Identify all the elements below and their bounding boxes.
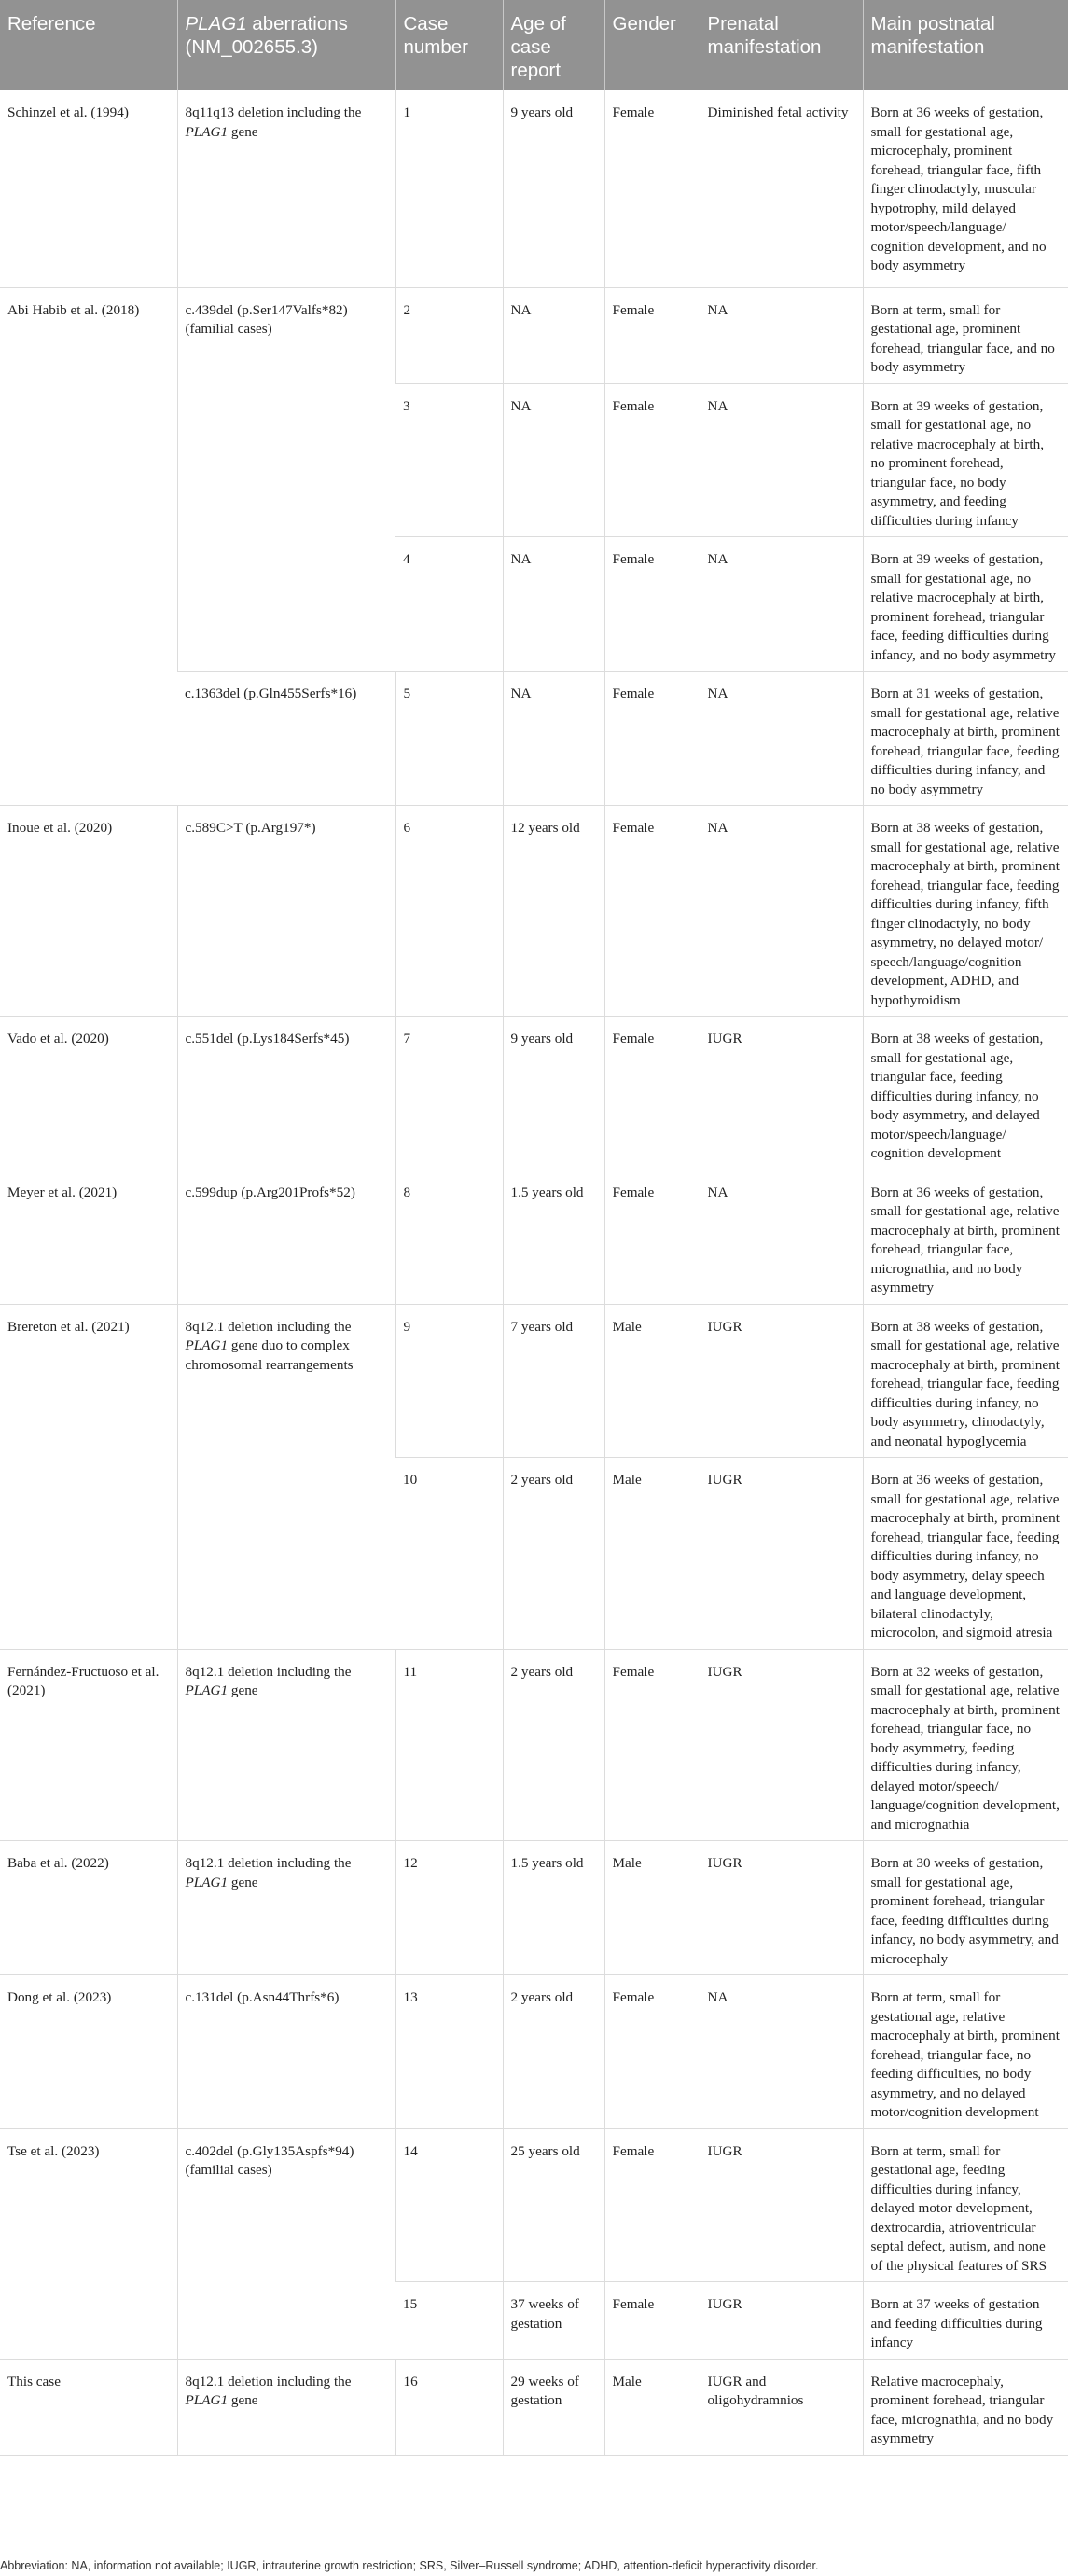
cell-case-number: 3	[395, 383, 503, 537]
header-postnatal: Main postnatal manifestation	[863, 0, 1068, 90]
cell-gender: Female	[604, 90, 700, 287]
cell-aberration: c.589C>T (p.Arg197*)	[177, 806, 395, 1017]
cell-prenatal: IUGR	[700, 2128, 863, 2282]
cell-reference: Inoue et al. (2020)	[0, 806, 177, 1017]
cell-case-number: 14	[395, 2128, 503, 2282]
header-case-number: Case number	[395, 0, 503, 90]
cell-prenatal: NA	[700, 537, 863, 672]
table-row	[0, 2359, 1068, 2455]
cell-postnatal: Born at 30 weeks of gestation, small for gestational age, prominent forehead, triangular face, feeding difficulties during infancy, no body asymmetry, and microcephaly	[863, 1841, 1068, 1975]
cell-prenatal: Diminished fetal activity	[700, 90, 863, 287]
cell-postnatal: Born at 37 weeks of gestation and feeding difficulties during infancy	[863, 2282, 1068, 2360]
cell-age: 1.5 years old	[503, 1170, 604, 1304]
cell-postnatal: Born at 39 weeks of gestation, small for gestational age, no relative macrocephaly at birth, no prominent forehead, triangular face, no body asymmetry, and feeding difficulties during infancy	[863, 383, 1068, 537]
cell-aberration: 8q12.1 deletion including the PLAG1 gene	[177, 1841, 395, 1975]
table-row	[0, 287, 1068, 383]
cell-case-number: 13	[395, 1975, 503, 2129]
gene-name: PLAG1	[185, 1337, 229, 1353]
cell-reference: Tse et al. (2023)	[0, 2128, 177, 2359]
cell-case-number: 6	[395, 806, 503, 1017]
cell-reference: Vado et al. (2020)	[0, 1017, 177, 1170]
table-row	[0, 1304, 1068, 1458]
cell-postnatal: Born at 32 weeks of gestation, small for gestational age, relative macrocephaly at birth, prominent forehead, triangular face, no body asymmetry, feeding difficulties during infancy, delayed motor/speech/ language/cognition development, and micrognathia	[863, 1649, 1068, 1841]
cell-case-number: 1	[395, 90, 503, 287]
cell-reference: This case	[0, 2359, 177, 2455]
cell-case-number: 16	[395, 2359, 503, 2455]
cell-postnatal: Born at term, small for gestational age, prominent forehead, triangular face, and no body asymmetry	[863, 287, 1068, 383]
cell-prenatal: IUGR	[700, 1017, 863, 1170]
cell-aberration: 8q11q13 deletion including the PLAG1 gene	[177, 90, 395, 287]
cell-prenatal: IUGR	[700, 1649, 863, 1841]
cell-aberration: c.439del (p.Ser147Valfs*82) (familial cases)	[177, 287, 395, 672]
cell-gender: Female	[604, 537, 700, 672]
cell-prenatal: NA	[700, 1170, 863, 1304]
cell-gender: Female	[604, 2282, 700, 2360]
cell-aberration: 8q12.1 deletion including the PLAG1 gene duo to complex chromosomal rearrangements	[177, 1304, 395, 1649]
cell-age: 9 years old	[503, 90, 604, 287]
cell-postnatal: Relative macrocephaly, prominent forehead, triangular face, micrognathia, and no body asymmetry	[863, 2359, 1068, 2455]
cell-case-number: 5	[395, 672, 503, 806]
cell-reference: Fernández-Fructuoso et al. (2021)	[0, 1649, 177, 1841]
cell-prenatal: IUGR and oligohydramnios	[700, 2359, 863, 2455]
cell-aberration: 8q12.1 deletion including the PLAG1 gene	[177, 1649, 395, 1841]
table-row	[0, 2128, 1068, 2282]
cell-gender: Female	[604, 383, 700, 537]
cell-postnatal: Born at term, small for gestational age, feeding difficulties during infancy, delayed motor development, dextrocardia, atrioventricular septal defect, autism, and none of the physical features of SRS	[863, 2128, 1068, 2282]
cell-age: 25 years old	[503, 2128, 604, 2282]
header-aberrations-ref: (NM_002655.3)	[185, 36, 318, 58]
cell-case-number: 8	[395, 1170, 503, 1304]
cell-aberration: c.599dup (p.Arg201Profs*52)	[177, 1170, 395, 1304]
cell-postnatal: Born at 38 weeks of gestation, small for gestational age, relative macrocephaly at birth, prominent forehead, triangular face, feeding difficulties during infancy, fifth finger clinodactyly, no body asymmetry, no delayed motor/ speech/language/cognition development, ADHD, and hypothyroidism	[863, 806, 1068, 1017]
cell-case-number: 7	[395, 1017, 503, 1170]
cell-reference: Abi Habib et al. (2018)	[0, 287, 177, 806]
gene-name: PLAG1	[185, 123, 229, 140]
cell-gender: Female	[604, 1975, 700, 2129]
cell-reference: Meyer et al. (2021)	[0, 1170, 177, 1304]
table-header-row	[0, 0, 1068, 90]
cell-prenatal: IUGR	[700, 1841, 863, 1975]
header-reference: Reference	[0, 0, 177, 90]
table-row	[0, 1649, 1068, 1841]
cell-prenatal: IUGR	[700, 1304, 863, 1458]
cell-reference: Schinzel et al. (1994)	[7, 104, 129, 120]
cell-gender: Female	[604, 2128, 700, 2282]
cell-prenatal: NA	[700, 383, 863, 537]
gene-name: PLAG1	[185, 2392, 229, 2408]
header-gender: Gender	[604, 0, 700, 90]
cell-gender: Male	[604, 1841, 700, 1975]
gene-name: PLAG1	[185, 1683, 229, 1698]
cell-age: 2 years old	[503, 1649, 604, 1841]
cell-prenatal: IUGR	[700, 2282, 863, 2360]
cell-age: 29 weeks of gestation	[503, 2359, 604, 2455]
cell-age: NA	[503, 383, 604, 537]
header-prenatal: Prenatal manifestation	[700, 0, 863, 90]
cell-age: 2 years old	[503, 1458, 604, 1650]
cell-age: NA	[503, 287, 604, 383]
cell-postnatal: Born at 38 weeks of gestation, small for gestational age, relative macrocephaly at birth, prominent forehead, triangular face, feeding difficulties during infancy, no body asymmetry, clinodactyly, and neonatal hypoglycemia	[863, 1304, 1068, 1458]
cell-gender: Female	[604, 1170, 700, 1304]
cell-age: 1.5 years old	[503, 1841, 604, 1975]
cell-reference: Brereton et al. (2021)	[0, 1304, 177, 1649]
cell-aberration: 8q12.1 deletion including the PLAG1 gene	[177, 2359, 395, 2455]
header-aberrations	[177, 0, 395, 90]
cell-age: 9 years old	[503, 1017, 604, 1170]
cell-reference: Baba et al. (2022)	[0, 1841, 177, 1975]
cell-gender: Female	[604, 1017, 700, 1170]
cell-case-number: 15	[395, 2282, 503, 2360]
cell-aberration: c.551del (p.Lys184Serfs*45)	[177, 1017, 395, 1170]
cell-postnatal: Born at 31 weeks of gestation, small for gestational age, relative macrocephaly at birth, prominent forehead, triangular face, feeding difficulties during infancy, and no body asymmetry	[863, 672, 1068, 806]
table-footnote: Abbreviation: NA, information not available; IUGR, intrauterine growth restriction; SRS, Silver–Russell syndrome; ADHD, attention-deficit hyperactivity disorder.	[0, 2559, 819, 2572]
cell-case-number: 2	[395, 287, 503, 383]
cell-gender: Male	[604, 1458, 700, 1650]
cell-prenatal: NA	[700, 287, 863, 383]
cell-gender: Female	[604, 1649, 700, 1841]
cell-aberration: c.402del (p.Gly135Aspfs*94) (familial cases)	[177, 2128, 395, 2359]
cell-case-number: 10	[395, 1458, 503, 1650]
cell-postnatal: Born at term, small for gestational age, relative macrocephaly at birth, prominent forehead, triangular face, no feeding difficulties, no body asymmetry, and no delayed motor/cognition development	[863, 1975, 1068, 2129]
cell-postnatal: Born at 36 weeks of gestation, small for gestational age, relative macrocephaly at birth, prominent forehead, triangular face, feeding difficulties during infancy, no body asymmetry, delay speech and language development, bilateral clinodactyly, microcolon, and sigmoid atresia	[863, 1458, 1068, 1650]
gene-name: PLAG1	[185, 1874, 229, 1890]
cell-postnatal: Born at 36 weeks of gestation, small for gestational age, microcephaly, prominent forehead, triangular face, fifth finger clinodactyly, muscular hypotrophy, mild delayed motor/speech/language/ cognition development, and no body asymmetry	[863, 90, 1068, 287]
cell-case-number: 4	[395, 537, 503, 672]
cell-gender: Male	[604, 1304, 700, 1458]
cell-gender: Male	[604, 2359, 700, 2455]
header-age: Age of case report	[503, 0, 604, 90]
header-aberrations-text: aberrations	[246, 13, 348, 35]
header-gene-name: PLAG1	[185, 13, 247, 35]
table-row	[0, 90, 1068, 287]
cell-aberration: c.1363del (p.Gln455Serfs*16)	[177, 672, 395, 806]
cell-postnatal: Born at 38 weeks of gestation, small for gestational age, triangular face, feeding difficulties during infancy, no body asymmetry, and delayed motor/speech/language/ cognition development	[863, 1017, 1068, 1170]
cell-postnatal: Born at 39 weeks of gestation, small for gestational age, no relative macrocephaly at birth, prominent forehead, triangular face, feeding difficulties during infancy, and no body asymmetry	[863, 537, 1068, 672]
cell-postnatal: Born at 36 weeks of gestation, small for gestational age, relative macrocephaly at birth, prominent forehead, triangular face, micrognathia, and no body asymmetry	[863, 1170, 1068, 1304]
table-row	[0, 1017, 1068, 1170]
cell-gender: Female	[604, 287, 700, 383]
cell-prenatal: NA	[700, 672, 863, 806]
cell-age: NA	[503, 537, 604, 672]
cell-age: NA	[503, 672, 604, 806]
table-row	[0, 1170, 1068, 1304]
cell-prenatal: NA	[700, 806, 863, 1017]
cell-age: 2 years old	[503, 1975, 604, 2129]
cell-reference: Dong et al. (2023)	[0, 1975, 177, 2129]
cell-gender: Female	[604, 806, 700, 1017]
table-row	[0, 1841, 1068, 1975]
cell-case-number: 9	[395, 1304, 503, 1458]
cell-age: 7 years old	[503, 1304, 604, 1458]
cell-case-number: 11	[395, 1649, 503, 1841]
cell-prenatal: NA	[700, 1975, 863, 2129]
cell-aberration: c.131del (p.Asn44Thrfs*6)	[177, 1975, 395, 2129]
cell-gender: Female	[604, 672, 700, 806]
cell-age: 37 weeks of gestation	[503, 2282, 604, 2360]
table-row	[0, 1975, 1068, 2129]
cell-case-number: 12	[395, 1841, 503, 1975]
table-row	[0, 806, 1068, 1017]
cell-prenatal: IUGR	[700, 1458, 863, 1650]
cell-age: 12 years old	[503, 806, 604, 1017]
